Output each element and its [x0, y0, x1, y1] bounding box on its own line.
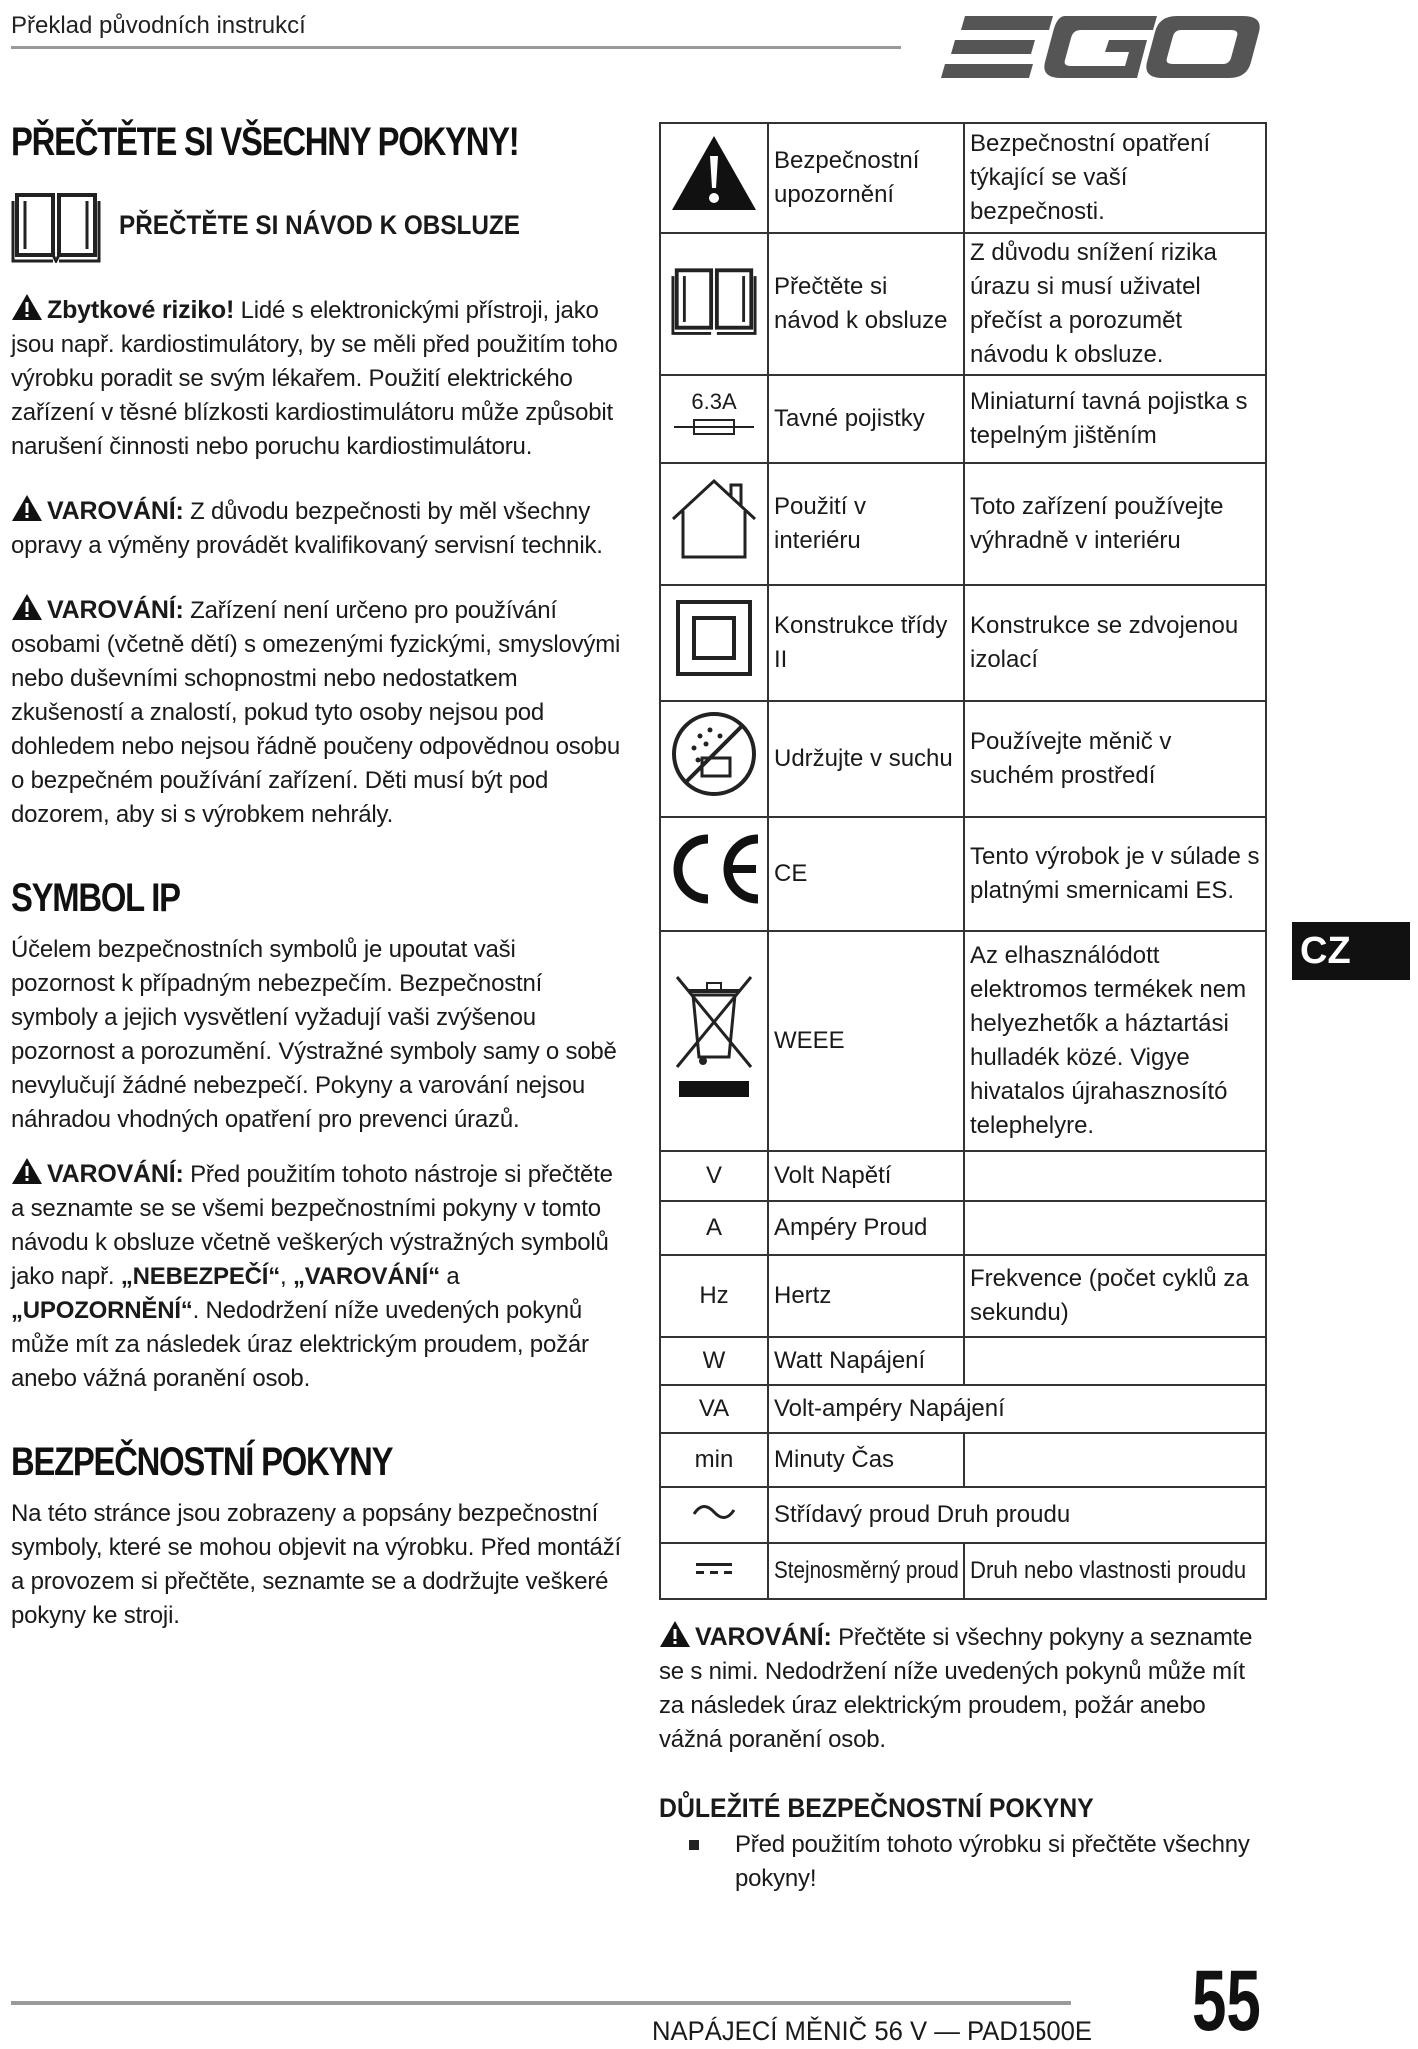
symbol-name: Bezpečnostní upozornění — [768, 123, 964, 233]
header-rule — [11, 46, 901, 49]
symbol-desc: Bezpečnostní opatření týkající se vaší bezpečnosti. — [964, 123, 1266, 233]
symbol-table-wrap — [659, 122, 1265, 1600]
warning-label: VAROVÁNÍ: — [47, 1160, 184, 1188]
symbol-name: Ampéry Proud — [768, 1201, 964, 1255]
footer-rule — [11, 2001, 1071, 2005]
symbol-desc: Z důvodu snížení rizika úrazu si musí uživatel přečíst a porozumět návodu k obsluze. — [964, 233, 1266, 375]
symbol-cell — [660, 931, 768, 1151]
symbol-cell — [660, 233, 768, 375]
ego-logo — [925, 8, 1265, 88]
warning-triangle-icon — [11, 494, 43, 522]
bullet-square-icon — [689, 1840, 699, 1850]
book-icon — [11, 187, 101, 263]
symbol-cell — [660, 1487, 768, 1543]
book-icon — [671, 262, 757, 336]
symbol-cell: Hz — [660, 1255, 768, 1337]
table-row — [660, 701, 1266, 817]
table-row — [660, 233, 1266, 375]
residual-risk-label: Zbytkové riziko! — [47, 296, 235, 324]
symbol-desc: Používejte měnič v suchém prostředí — [964, 701, 1266, 817]
symbol-name: CE — [768, 817, 964, 931]
symbol-cell: min — [660, 1433, 768, 1487]
symbol-cell — [660, 375, 768, 463]
symbol-name — [768, 1543, 964, 1599]
symbol-table — [659, 122, 1267, 1600]
symbol-cell — [660, 817, 768, 931]
symbol-cell: VA — [660, 1385, 768, 1433]
warning-label: VAROVÁNÍ: — [695, 1623, 832, 1651]
table-row — [660, 1337, 1266, 1385]
left-column — [11, 120, 623, 1633]
keyword-warning: „VAROVÁNÍ“ — [292, 1263, 440, 1290]
separator: a — [439, 1263, 460, 1290]
symbol-ip-text: Účelem bezpečnostních symbolů je upoutat vaši pozornost k případným nebezpečím. Bezpečnostní symboly a jejich vysvětlení vyžadují vaši zvýšenou pozornost a porozumění. Výstražné symboly samy o sobě nevylučují žádné nebezpečí. Pokyny a varování nejsou náhradou vhodných opatření pro prevenci úrazů. — [11, 936, 617, 1133]
table-row — [660, 1255, 1266, 1337]
safety-instructions-text: Na této stránce jsou zobrazeny a popsány bezpečnostní symboly, které se mohou objevit na výrobku. Před montáží a provozem si přečtěte, seznamte se a dodržujte veškeré pokyny ke stroji. — [11, 1500, 621, 1629]
symbol-desc: Tento výrobok je v súlade s platnými smernicami ES. — [964, 817, 1266, 931]
table-row — [660, 1487, 1266, 1543]
warning-triangle-icon — [11, 593, 43, 621]
table-row — [660, 817, 1266, 931]
symbol-name: Watt Napájení — [768, 1337, 964, 1385]
warning-label: VAROVÁNÍ: — [47, 596, 184, 624]
house-icon — [669, 477, 759, 561]
symbol-name: Přečtěte si návod k obsluze — [768, 233, 964, 375]
warning-persons-paragraph — [11, 593, 623, 832]
table-row — [660, 1151, 1266, 1201]
header-title: Překlad původních instrukcí — [11, 12, 306, 39]
warning-repairs-paragraph — [11, 494, 623, 563]
table-row — [660, 1201, 1266, 1255]
symbol-desc: Miniaturní tavná pojistka s tepelným jištěním — [964, 375, 1266, 463]
symbol-cell: W — [660, 1337, 768, 1385]
table-row — [660, 585, 1266, 701]
read-manual-label: PŘEČTĚTE SI NÁVOD K OBSLUZE — [119, 209, 520, 240]
heading-symbol-ip: SYMBOL IP — [11, 876, 180, 920]
class-ii-icon — [674, 598, 754, 678]
symbol-name: Volt-ampéry Napájení — [768, 1385, 1266, 1433]
heading-safety-instructions: BEZPEČNOSTNÍ POKYNY — [11, 1440, 393, 1484]
logo-o — [1146, 16, 1259, 78]
keyword-caution: „UPOZORNĚNÍ“ — [11, 1297, 193, 1324]
symbol-desc: Frekvence (počet cyklů za sekundu) — [964, 1255, 1266, 1337]
fuse-icon — [670, 416, 758, 438]
read-manual-row — [11, 187, 623, 263]
symbol-name: Střídavý proud Druh proudu — [768, 1487, 1266, 1543]
symbol-name: Hertz — [768, 1255, 964, 1337]
table-row — [660, 463, 1266, 585]
separator: , — [280, 1263, 293, 1290]
page-number: 55 — [1192, 1953, 1261, 2049]
table-row — [660, 1385, 1266, 1433]
symbol-desc — [964, 1433, 1266, 1487]
table-row — [660, 375, 1266, 463]
language-tab: CZ — [1292, 922, 1410, 980]
weee-bin-icon — [671, 971, 757, 1101]
symbol-cell — [660, 1543, 768, 1599]
symbol-desc — [964, 1151, 1266, 1201]
residual-risk-text: Lidé s elektronickými přístroji, jako jsou např. kardiostimulátory, by se měli před použitím toho výrobku poradit se svým lékařem. Použití elektrického zařízení v těsné blízkosti kardiostimulátoru může způsobit narušení činnosti nebo poruchu kardiostimulátoru. — [11, 297, 618, 460]
warning-repairs-text: Z důvodu bezpečnosti by měl všechny opravy a výměny provádět kvalifikovaný servisní technik. — [11, 498, 603, 559]
logo-g — [1044, 16, 1157, 78]
symbol-name: Volt Napětí — [768, 1151, 964, 1201]
symbol-desc — [964, 1337, 1266, 1385]
symbol-desc — [964, 1543, 1266, 1599]
residual-risk-paragraph — [11, 293, 623, 464]
warning-persons-text: Zařízení není určeno pro používání osobami (včetně dětí) s omezenými fyzickými, smyslovými nebo duševními schopnostmi nebo nedostatkem zkušeností a znalostí, pokud tyto osoby nejsou pod dohledem nebo nejsou řádně poučeny odpovědnou osobu o bezpečném používání zařízení. Děti musí být pod dozorem, aby si s výrobkem nehrály. — [11, 597, 621, 828]
warning-read-instructions-paragraph — [11, 1157, 623, 1396]
keep-dry-icon — [670, 710, 758, 798]
table-row — [660, 1543, 1266, 1599]
warning-triangle-icon — [11, 1157, 43, 1185]
symbol-desc: Az elhasználódott elektromos termékek nem helyezhetők a háztartási hulladék közé. Vigye hivatalos újrahasznosító telephelyre. — [964, 931, 1266, 1151]
logo-text: EGO — [925, 8, 928, 9]
symbol-desc: Konstrukce se zdvojenou izolací — [964, 585, 1266, 701]
symbol-name: Minuty Čas — [768, 1433, 964, 1487]
right-bottom-section — [659, 1620, 1271, 1896]
symbol-cell — [660, 585, 768, 701]
ce-mark-icon — [664, 829, 764, 909]
warning-read-all-text: Přečtěte si všechny pokyny a seznamte se s nimi. Nedodržení níže uvedených pokynů může mít za následek úraz elektrickým proudem, požár anebo vážná poranění osob. — [659, 1624, 1253, 1753]
symbol-name: WEEE — [768, 931, 964, 1151]
dc-current-icon — [692, 1558, 736, 1578]
table-row — [660, 1433, 1266, 1487]
symbol-desc: Toto zařízení používejte výhradně v interiéru — [964, 463, 1266, 585]
warning3-text-b: . Nedodržení níže uvedených pokynů může mít za následek úraz elektrickým proudem, požár anebo vážná poranění osob. — [11, 1297, 589, 1392]
symbol-name: Udržujte v suchu — [768, 701, 964, 817]
warning-triangle-icon — [11, 293, 43, 321]
footer-product: NAPÁJECÍ MĚNIČ 56 V — PAD1500E — [652, 2016, 1093, 2046]
logo-e — [941, 16, 1053, 78]
table-row — [660, 123, 1266, 233]
symbol-desc — [964, 1201, 1266, 1255]
symbol-name: Tavné pojistky — [768, 375, 964, 463]
symbol-cell — [660, 463, 768, 585]
bullet-text: Před použitím tohoto výrobku si přečtěte všechny pokyny! — [735, 1831, 1250, 1892]
symbol-name: Použití v interiéru — [768, 463, 964, 585]
symbol-desc-text: Druh nebo vlastnosti proudu — [970, 1557, 1247, 1584]
heading-important-safety: DŮLEŽITÉ BEZPEČNOSTNÍ POKYNY — [659, 1793, 1094, 1823]
symbol-cell: V — [660, 1151, 768, 1201]
symbol-cell — [660, 123, 768, 233]
heading-read-all: PŘEČTĚTE SI VŠECHNY POKYNY! — [11, 120, 519, 164]
warning-read-all-paragraph — [659, 1620, 1271, 1757]
symbol-cell — [660, 701, 768, 817]
list-item — [659, 1828, 1271, 1896]
warning-triangle-icon — [659, 1620, 691, 1648]
keyword-danger: „NEBEZPEČÍ“ — [120, 1263, 281, 1290]
symbol-name: Konstrukce třídy II — [768, 585, 964, 701]
warning-label: VAROVÁNÍ: — [47, 497, 184, 525]
symbol-name-text: Stejnosměrný proud — [774, 1557, 959, 1584]
table-row — [660, 931, 1266, 1151]
safety-alert-icon — [670, 134, 758, 212]
ac-wave-icon — [692, 1502, 736, 1522]
warning3-text-a: Před použitím tohoto nástroje si přečtěte a seznamte se se všemi bezpečnostními pokyny v tomto návodu k obsluze včetně veškerých výstražných symbolů jako např. — [11, 1161, 613, 1290]
fuse-rating: 6.3A — [691, 389, 737, 414]
symbol-cell: A — [660, 1201, 768, 1255]
